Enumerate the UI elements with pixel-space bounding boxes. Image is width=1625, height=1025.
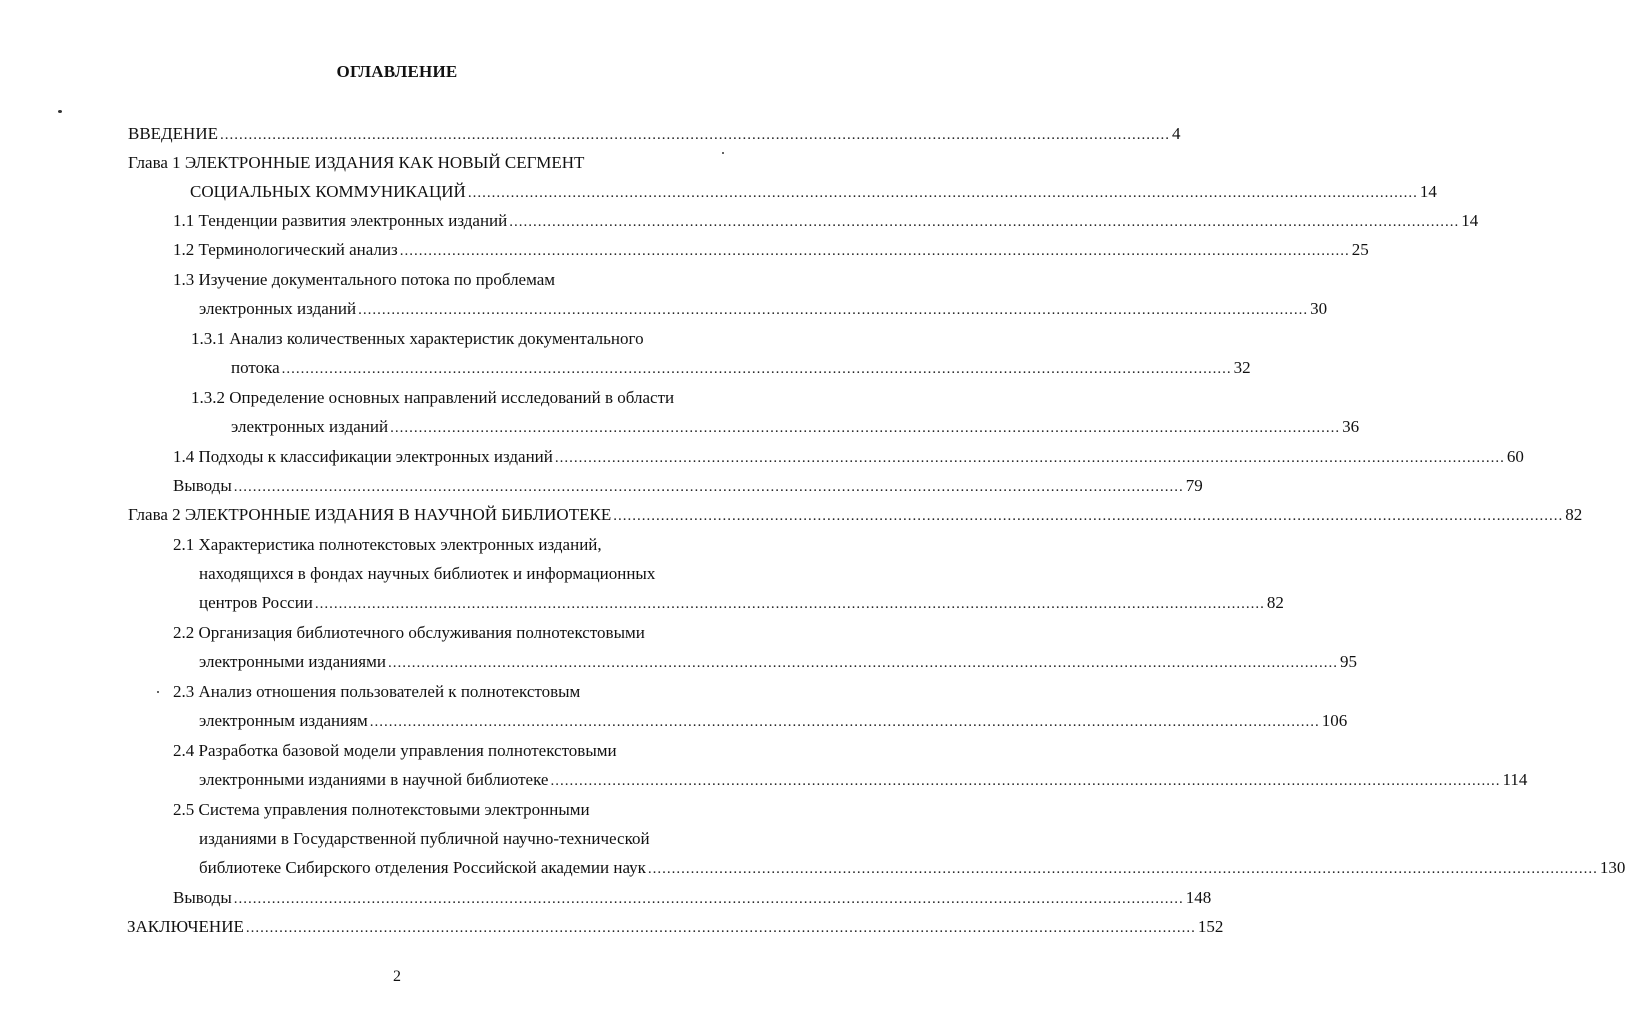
scan-speck [58, 110, 62, 113]
page-number: 2 [393, 968, 401, 985]
entry-page: 148 [1185, 888, 1212, 907]
entry-text-line: 2.3 Анализ отношения пользователей к полнотекстовым [173, 682, 581, 701]
entry-text-line: 2.1 Характеристика полнотекстовых электронных изданий, [173, 535, 602, 554]
entry-text: электронных изданий [199, 299, 357, 318]
dot-leader: ........................................................................................................................................................................................................ [233, 891, 1184, 907]
entry-text-line: изданиями в Государственной публичной научно-технической [199, 829, 650, 848]
toc-entry-section-2-5 [173, 800, 726, 820]
toc-entry-section-2-3 [173, 682, 726, 702]
entry-page: 4 [1171, 124, 1181, 143]
toc-entry-chapter-1-cont [190, 182, 1437, 203]
entry-text: электронным изданиям [199, 711, 368, 730]
toc-entry-conclusions-2 [173, 888, 1212, 909]
entry-text: электронных изданий [231, 417, 389, 436]
dot-leader: ........................................................................................................................................................................................................ [314, 596, 1265, 612]
entry-text-line: 1.3 Изучение документального потока по проблемам [173, 270, 556, 289]
toc-entry-section-1-3-2 [191, 388, 726, 408]
entry-text-line: 1.3.1 Анализ количественных характеристик документального [191, 329, 644, 348]
entry-text-line: 1.3.2 Определение основных направлений исследований в области [191, 388, 675, 407]
toc-entry-section-2-4 [173, 741, 726, 761]
entry-page: 25 [1351, 240, 1369, 259]
entry-page: 82 [1266, 593, 1284, 612]
entry-text: Выводы [173, 476, 232, 495]
toc-entry-section-1-3-1 [191, 329, 726, 349]
dot-leader: ........................................................................................................................................................................................................ [509, 214, 1460, 230]
entry-page: 36 [1342, 417, 1360, 436]
entry-page: 60 [1506, 447, 1524, 466]
dot-leader: ........................................................................................................................................................................................................ [358, 302, 1309, 318]
entry-text: центров России [199, 593, 313, 612]
toc-title: ОГЛАВЛЕНИЕ [336, 62, 458, 81]
toc-entry-section-1-2 [173, 240, 1369, 261]
entry-text: ЗАКЛЮЧЕНИЕ [127, 917, 244, 936]
entry-text: 1.4 Подходы к классификации электронных изданий [173, 447, 553, 466]
dot-leader: ........................................................................................................................................................................................................ [369, 714, 1320, 730]
entry-text: электронными изданиями [199, 652, 386, 671]
entry-page: 14 [1419, 182, 1437, 201]
entry-text-line: Глава 1 ЭЛЕКТРОННЫЕ ИЗДАНИЯ КАК НОВЫЙ СЕГМЕНТ [128, 153, 585, 172]
entry-page: 82 [1565, 505, 1583, 524]
entry-page: 130 [1599, 858, 1625, 877]
toc-entry-chapter-2 [128, 505, 1583, 526]
scan-speck [722, 152, 724, 154]
dot-leader: ........................................................................................................................................................................................................ [233, 479, 1184, 495]
dot-leader: ........................................................................................................................................................................................................ [613, 508, 1564, 524]
entry-text-line: 2.4 Разработка базовой модели управления полнотекстовыми [173, 741, 617, 760]
toc-entry-section-1-1 [173, 211, 1479, 232]
entry-text: Выводы [173, 888, 232, 907]
dot-leader: ........................................................................................................................................................................................................ [281, 361, 1232, 377]
scan-speck [157, 691, 159, 693]
toc-entry-section-2-3-cont [199, 711, 1348, 732]
entry-text-line: 2.2 Организация библиотечного обслуживания полнотекстовыми [173, 623, 645, 642]
entry-page: 14 [1461, 211, 1479, 230]
entry-text: СОЦИАЛЬНЫХ КОММУНИКАЦИЙ [190, 182, 466, 201]
toc-entry-section-2-4-cont [199, 770, 1528, 791]
toc-entry-section-1-3 [173, 270, 726, 290]
toc-entry-section-2-5-cont2 [199, 858, 1625, 879]
toc-entry-conclusions-1 [173, 476, 1203, 497]
dot-leader: ........................................................................................................................................................................................................ [647, 861, 1598, 877]
dot-leader: ........................................................................................................................................................................................................ [387, 655, 1338, 671]
dot-leader: ........................................................................................................................................................................................................ [390, 420, 1341, 436]
entry-page: 79 [1185, 476, 1203, 495]
toc-entry-section-1-3-1-cont [231, 358, 1251, 379]
toc-entry-section-1-3-cont [199, 299, 1328, 320]
entry-text: электронными изданиями в научной библиотеке [199, 770, 549, 789]
entry-page: 30 [1310, 299, 1328, 318]
entry-page: 32 [1233, 358, 1251, 377]
toc-entry-chapter-1 [128, 153, 726, 173]
toc-entry-section-2-1-cont2 [199, 593, 1284, 614]
entry-page: 152 [1197, 917, 1224, 936]
entry-page: 95 [1339, 652, 1357, 671]
dot-leader: ........................................................................................................................................................................................................ [554, 450, 1505, 466]
entry-text: библиотеке Сибирского отделения Российской академии наук [199, 858, 646, 877]
entry-page: 106 [1321, 711, 1348, 730]
toc-entry-introduction [128, 124, 1181, 145]
toc-entry-section-1-3-2-cont [231, 417, 1360, 438]
dot-leader: ........................................................................................................................................................................................................ [467, 185, 1418, 201]
entry-text: ВВЕДЕНИЕ [128, 124, 218, 143]
dot-leader: ........................................................................................................................................................................................................ [219, 127, 1170, 143]
entry-text-line: 2.5 Система управления полнотекстовыми электронными [173, 800, 590, 819]
toc-entry-section-2-2 [173, 623, 726, 643]
dot-leader: ........................................................................................................................................................................................................ [550, 773, 1501, 789]
entry-text: Глава 2 ЭЛЕКТРОННЫЕ ИЗДАНИЯ В НАУЧНОЙ БИБЛИОТЕКЕ [128, 505, 612, 524]
entry-text: 1.2 Терминологический анализ [173, 240, 398, 259]
toc-entry-section-2-1-cont1 [199, 564, 726, 584]
toc-entry-section-1-4 [173, 447, 1524, 468]
entry-text-line: находящихся в фондах научных библиотек и информационных [199, 564, 656, 583]
dot-leader: ........................................................................................................................................................................................................ [399, 243, 1350, 259]
entry-page: 114 [1502, 770, 1528, 789]
toc-entry-section-2-5-cont1 [199, 829, 726, 849]
toc-entry-section-2-2-cont [199, 652, 1357, 673]
dot-leader: ........................................................................................................................................................................................................ [245, 920, 1196, 936]
toc-entry-section-2-1 [173, 535, 726, 555]
entry-text: потока [231, 358, 280, 377]
toc-entry-conclusion [127, 917, 1224, 938]
entry-text: 1.1 Тенденции развития электронных изданий [173, 211, 508, 230]
